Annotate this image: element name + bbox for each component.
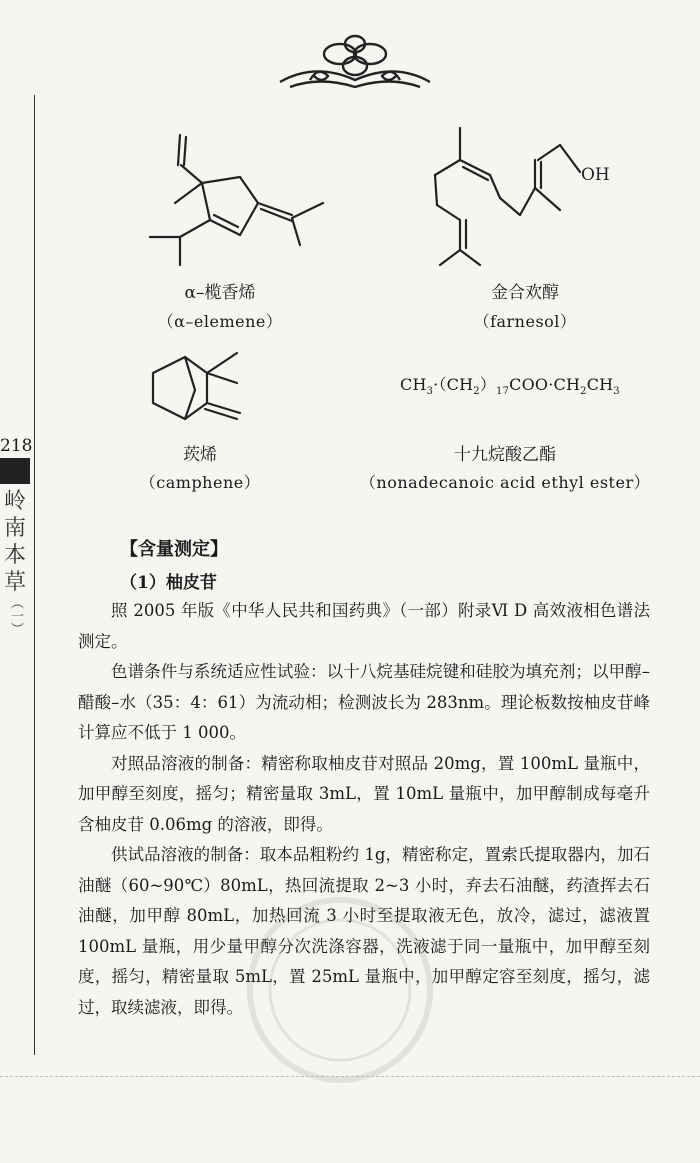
compound-name-zh: α–榄香烯 xyxy=(184,283,256,303)
paragraph: 色谱条件与系统适应性试验：以十八烷基硅烷键和硅胶为填充剂；以甲醇–醋酸–水（35：4：61）为流动相；检测波长为 283nm。理论板数按柚皮苷峰计算应不低于 1 000。 xyxy=(78,662,650,742)
side-title-char: 岭 xyxy=(3,489,26,514)
camphene-structure xyxy=(145,335,255,435)
section-heading: 【含量测定】 xyxy=(120,539,228,560)
section-subheading: （1）柚皮苷 xyxy=(120,573,217,593)
page-tab-marker xyxy=(0,458,30,484)
header-ornament xyxy=(270,32,440,94)
paragraph: 照 2005 年版《中华人民共和国药典》（一部）附录Ⅵ D 高效液相色谱法测定。 xyxy=(78,601,650,651)
compound-name-en: （farnesol） xyxy=(473,312,577,331)
compound-name-en: （camphene） xyxy=(139,473,261,492)
compound-name-zh: 十九烷酸乙酯 xyxy=(454,445,556,465)
hydroxyl-label: OH xyxy=(581,165,610,185)
formula-subscript: 3 xyxy=(613,386,620,398)
page-number: 218 xyxy=(0,436,33,456)
formula-subscript: 2 xyxy=(580,386,587,398)
side-title-char: 草 xyxy=(3,570,26,595)
paragraph: 对照品溶液的制备：精密称取柚皮苷对照品 20mg，置 100mL 量瓶中，加甲醇至刻度，摇匀；精密量取 3mL，置 10mL 量瓶中，加甲醇制成每毫升含柚皮苷 0.06mg 的溶液，即得。 xyxy=(78,753,650,834)
formula-subscript: 17 xyxy=(496,386,510,398)
paragraph: 供试品溶液的制备：取本品粗粉约 1g，精密称定，置索氏提取器内，加石油醚（60~90℃）80mL，热回流提取 2~3 小时，弃去石油醚，药渣挥去石油醚，加甲醇 80mL，加热回流 3 小时至提取液无色，放冷，滤过，滤液置 100mL 量瓶，用少量甲醇分次洗涤容器，洗液滤于同一量瓶中，加甲醇至刻度，摇匀，精密量取 5mL，置 25mL 量瓶中，加甲醇定容至刻度，摇匀，滤过，取续滤液，即得。 xyxy=(78,845,650,1017)
formula-part: ·（CH xyxy=(433,375,474,394)
compound-name-en: （nonadecanoic acid ethyl ester） xyxy=(359,473,651,492)
side-title-volume: （一） xyxy=(8,596,23,635)
left-margin-rule xyxy=(34,95,35,1055)
formula-subscript: 2 xyxy=(473,386,480,398)
formula-subscript: 3 xyxy=(426,386,434,398)
compound-name-zh: 金合欢醇 xyxy=(491,283,559,303)
side-book-title xyxy=(2,488,28,635)
watermark-stamp xyxy=(240,890,440,1090)
bottom-rule xyxy=(0,1076,700,1077)
alpha-elemene-structure xyxy=(140,125,340,275)
formula-part: CH xyxy=(586,375,614,394)
formula-part: ） xyxy=(479,375,497,394)
side-title-char: 南 xyxy=(3,516,26,541)
formula-part: COO·CH xyxy=(509,375,581,394)
formula-part: CH xyxy=(400,375,427,394)
compound-name-zh: 莰烯 xyxy=(183,445,217,465)
compound-name-en: （α–elemene） xyxy=(157,312,283,331)
farnesol-structure xyxy=(425,120,625,275)
side-title-char: 本 xyxy=(3,543,26,568)
ethyl-ester-formula xyxy=(400,372,620,397)
